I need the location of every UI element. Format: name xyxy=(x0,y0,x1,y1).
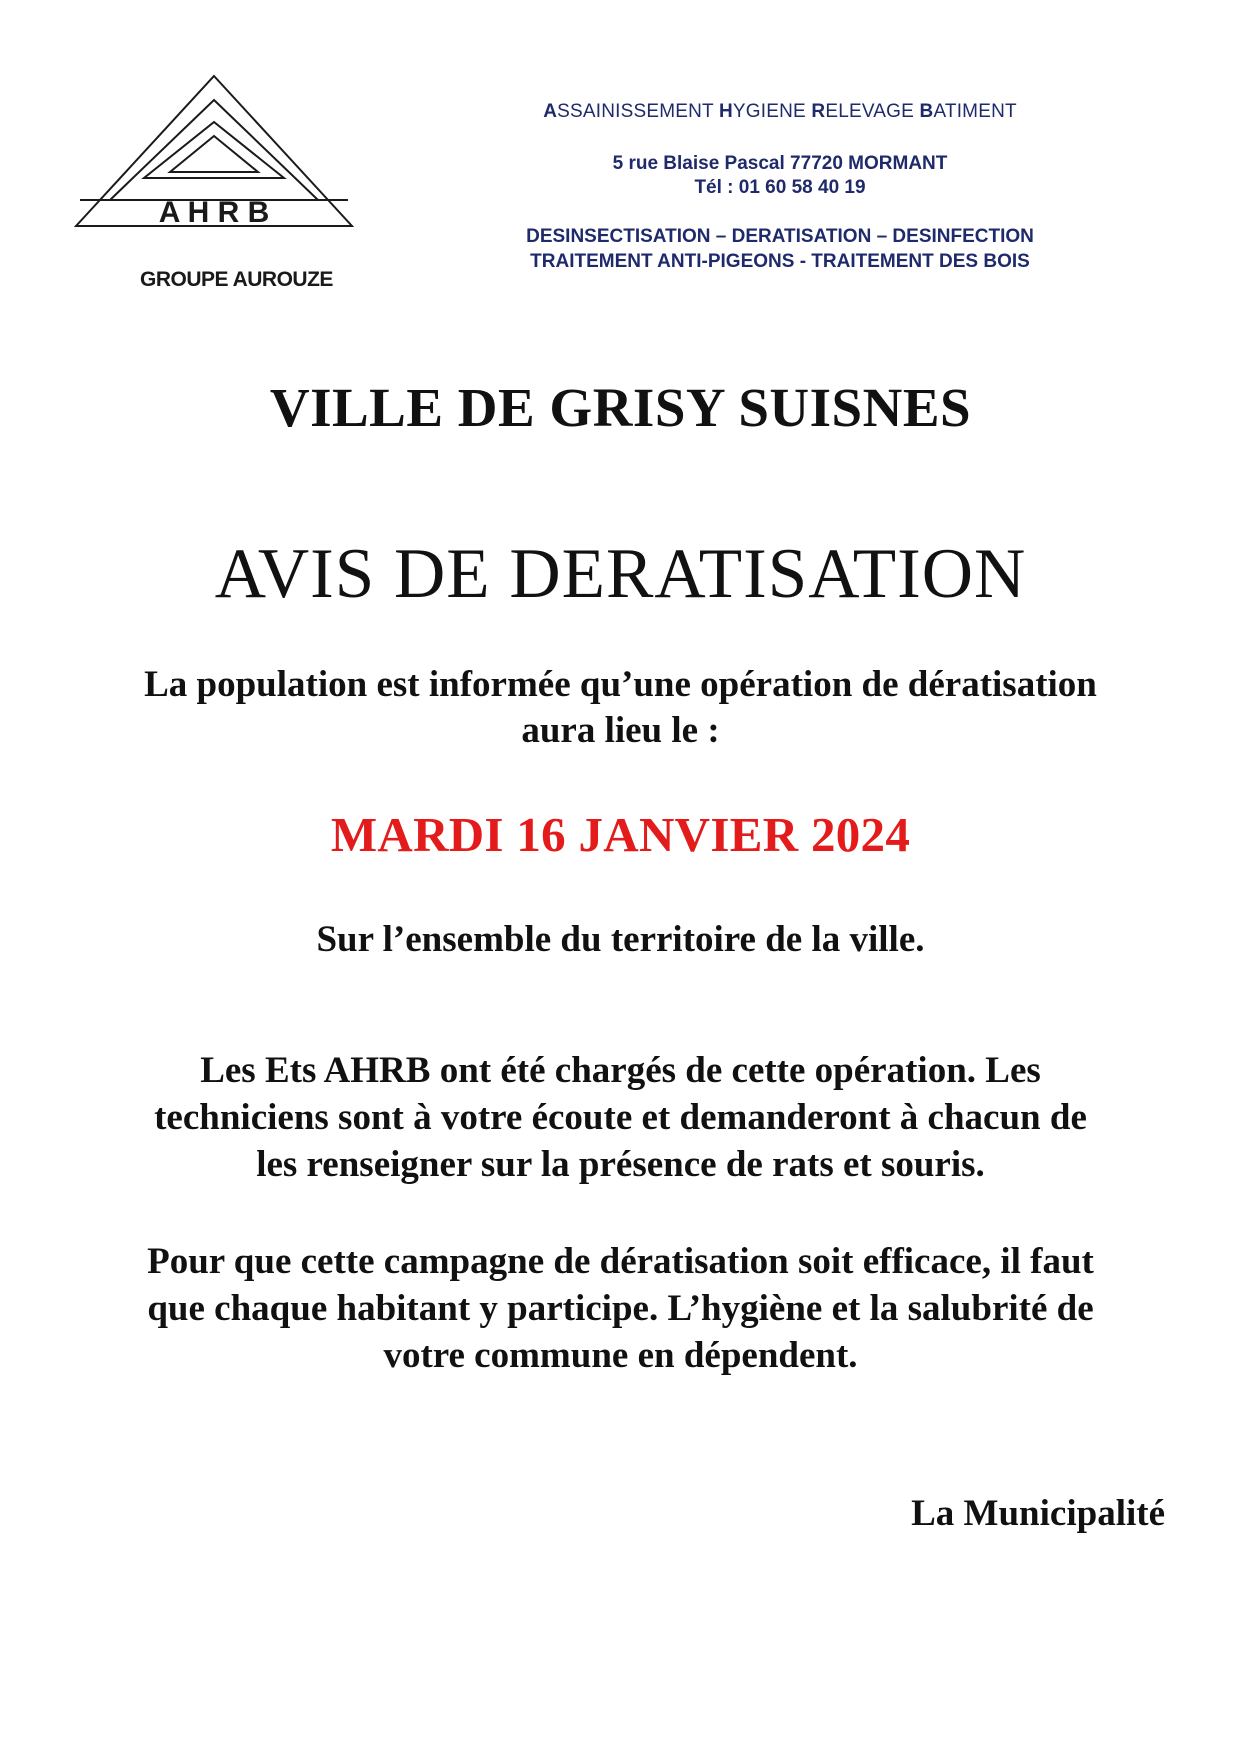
operation-date: MARDI 16 JANVIER 2024 xyxy=(330,807,911,862)
paragraph-participation-line-3: votre commune en dépendent. xyxy=(383,1335,858,1376)
company-address: 5 rue Blaise Pascal 77720 MORMANT xyxy=(612,153,948,174)
paragraph-contractor xyxy=(0,1047,1241,1188)
signature: La Municipalité xyxy=(911,1493,1165,1534)
paragraph-participation-line-1: Pour que cette campagne de dératisation soit efficace, il faut xyxy=(147,1241,1094,1282)
paragraph-contractor-line-1: Les Ets AHRB ont été chargés de cette opération. Les xyxy=(200,1050,1041,1091)
intro-line-1: La population est informée qu’une opération de dératisation xyxy=(144,664,1097,705)
company-services xyxy=(440,224,1120,274)
intro-text xyxy=(0,662,1241,754)
services-line-1: DESINSECTISATION – DERATISATION – DESINFECTION xyxy=(526,226,1034,247)
company-name: ASSAINISSEMENT HYGIENE RELEVAGE BATIMENT xyxy=(543,101,1017,122)
paragraph-contractor-line-2: techniciens sont à votre écoute et demanderont à chacun de xyxy=(154,1097,1087,1138)
services-line-2: TRAITEMENT ANTI-PIGEONS - TRAITEMENT DES BOIS xyxy=(530,251,1030,272)
city-heading: VILLE DE GRISY SUISNES xyxy=(269,377,972,438)
paragraph-participation-line-2: que chaque habitant y participe. L’hygiène et la salubrité de xyxy=(147,1288,1094,1329)
company-phone: Tél : 01 60 58 40 19 xyxy=(694,177,866,198)
company-info xyxy=(440,100,1120,274)
intro-line-2: aura lieu le : xyxy=(521,710,720,751)
scope-text: Sur l’ensemble du territoire de la ville. xyxy=(316,919,925,960)
notice-title: AVIS DE DERATISATION xyxy=(214,535,1027,613)
company-address-block xyxy=(440,152,1120,200)
paragraph-contractor-line-3: les renseigner sur la présence de rats et souris. xyxy=(256,1144,985,1185)
logo-letters: A H R B xyxy=(158,196,270,229)
paragraph-participation xyxy=(0,1238,1241,1379)
logo-tagline: GROUPE AUROUZE xyxy=(140,268,333,291)
